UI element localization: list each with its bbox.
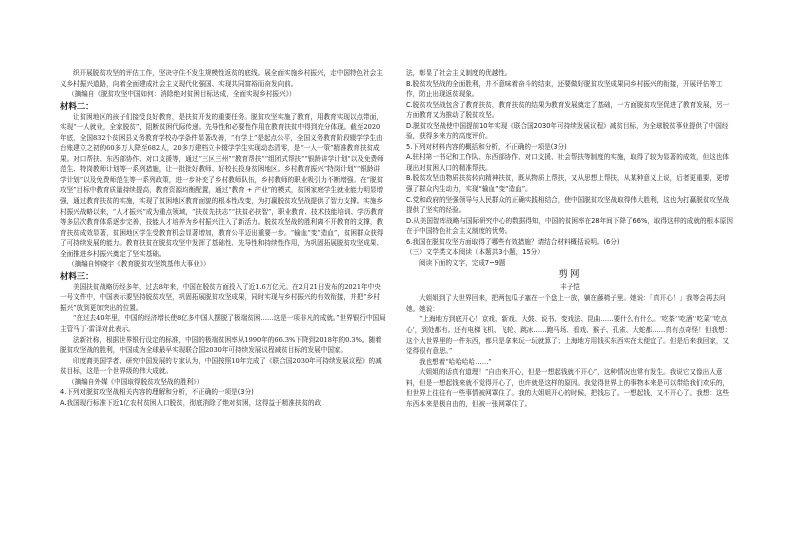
paragraph: “在过去40年里，中国的经济增长使8亿多中国人摆脱了极端贫困……这是一项非凡的成就。”世界银行中国局主管马丁·雷泽对此表示。 <box>60 314 386 334</box>
story-title: 剪网 <box>558 269 582 281</box>
story-paragraph: 我也想着“哈哈哈哈……” <box>419 357 492 366</box>
story-paragraph: 大姐姐的话真有道理！“自由来开心，但是一想起钱就不开心”，这种情况也常有发生。我说它又像出人意料，但是一想起钱来就不觉得开心了，也许就是这样的原因。我觉得世界上的事物本来是可以带给我们欢乐的，但世界上往往有一些事情被网罩住了。我的大姐姐开心的时候，把钱忘了。一想起钱，又不开心了。我想：这些东西本来是极自由的，但被一张网罩住了。 <box>406 368 730 408</box>
paragraph: 印度裔美国学者、研究中国发展的专家认为，中国按照10年完成了《联合国2030年可持续发展议程》的减贫目标，这是一个世界级的伟大成就。 <box>60 356 382 376</box>
story-author: 丰子恺 <box>560 283 580 292</box>
question-5-option-b: B.脱贫攻坚由物质扶贫转向精神扶贫，既从物质上帮扶，又从思想上帮扶，从某种意义上说，后者更重要，更增强了群众内生动力，实现“输血”变“造血”。 <box>406 174 730 194</box>
question-4-option-d: D.脱贫攻坚战使中国提前10年实现《联合国2030年可持续发展议程》减贫目标，为全球脱贫事业提供了中国经验，获得多来方的高度评价。 <box>406 121 729 141</box>
section-3-heading: （三）文学类文本阅读（本题共3小题，15分） <box>406 248 544 257</box>
paragraph: 法新社称，根据世界银行设定的标准，中国的极端贫困率从1990年的66.3%下降到2018年的0.3%。随着脱贫攻坚战的胜利，中国成为全球最早实现联合国2030年可持续发展议程减贫目标的发展中国家。 <box>60 335 382 355</box>
paragraph: 织开展脱贫攻坚的评估工作，坚决守住不发生规模性返贫的底线。展全面实施乡村振兴，走中国特色社会主义乡村振兴道路，向着全面建成社会主义现代化强国、实现共同富裕而奋发向前。 <box>60 69 383 88</box>
section-heading: 材料二： <box>60 100 94 111</box>
paragraph: 让贫困地区的孩子们接受良好教育，是扶贫开发的重要任务。脱贫攻坚实施了教育，用教育实现以点带面，实现“一人就业，全家脱贫”，阻断贫困代际传递。先导性和必要性作用在教育扶贫中得到充分体现。截至2020年底，全国832个贫困县义务教育学校办学条件显著改善，“有学上”是起点公平，全国义务教育阶段辍学学生由台账建立之初的60多万人降至682人，20多万建档立卡辍学学生实现动态清零，是“一人一策”精准教育扶贫成果。对口帮扶、东西部协作、对口支援等，通过“三区三州”“教育帮扶”“组团式帮扶”“银龄讲学计划”以及免费师范生、特岗教师计划等一系列措施，让一批批好教师、好校长投身贫困地区。乡村教育振兴“特岗计划”“银龄讲学计划”以及免费师范生等一系列政策，进一步补充了乡村教师队伍，乡村教师的职业吸引力不断增强。在“脱贫攻坚”目标中教育质量持续提高，教育资源均衡配置，通过“教育 + 产业”的模式，贫困家庭学生就业能力明显增强，通过教育扶贫的实施，实现了贫困地区教育面貌的根本性改变，为打赢脱贫攻坚战提供了智力支撑。实施乡村振兴战略以来，“人才振兴”成为重点领域，“扶贫先扶志”“扶贫必扶智”，职业教育、技术技能培训、学历教育等多层次教育体系逐步完善，技能人才培养为乡村振兴注入了新活力。脱贫攻坚战的胜利离不开教育的支撑，教育扶贫成效显著，贫困地区学生受教育机会显著增加，教育公平迈出重要一步。“输血”变“造血”，贫困群众获得了可持续发展的能力。教育扶贫在脱贫攻坚中发挥了基础性、先导性和持续性作用，为巩固拓展脱贫攻坚成果、全面推进乡村振兴奠定了坚实基础。 <box>60 112 384 258</box>
paragraph: 美国扶贫战略历经多年，过去8年来，中国在脱贫方面投入了近1.6万亿元。在2月21日发布的2021年中央一号文件中，中国表示要坚持脱贫攻坚，巩固拓展脱贫攻坚成果，同时实现与乡村振兴的有效衔接，并把“乡村振兴”放到更加突出的位置。 <box>60 282 381 312</box>
reading-instruction: 阅读下面的文字，完成7~9题 <box>419 258 506 267</box>
question-5-option-c: C.党和政府的坚强领导与人民群众的正确实践相结合，使中国脱贫攻坚战取得伟大胜利，这也为打赢脱贫攻坚战提供了坚实的经验。 <box>406 195 730 215</box>
left-column <box>60 68 386 408</box>
question-4-option-a: A.我国现行标准下近1亿农村贫困人口脱贫，彻底消除了绝对贫困，这得益于精准扶贫的政 <box>60 398 322 407</box>
question-5-option-d: D.从美国智库战略与国际研究中心的数据得知，中国的贫困率在28年间下降了66%，取得这样的成就的根本原因在于中国特色社会主义制度的优势。 <box>406 216 733 236</box>
story-paragraph: 大姐姐到了大世界回来，把两包瓜子塞在一个盘上一放，躺在藤椅子里。她说：「真开心！」我等会再去问她。她说： <box>406 294 726 313</box>
question-5: 5.下列对材料内容的概括和分析，不正确的一项是(3分) <box>406 142 567 151</box>
question-4-option-c: C.脱贫攻坚战包含了教育扶贫，教育扶贫的结果为教育发展奠定了基础，一方面脱贫攻坚促进了教育发展，另一方面教育又为推动了脱贫攻坚。 <box>406 100 730 120</box>
option-continuation: 法，彰显了社会主义制度的优越性。 <box>406 69 512 77</box>
question-5-option-a: A.驻村第一书记和工作队、东西部协作、对口支援、社会帮扶等制度的实施，取得了较为显著的成效，但这也体现出对贫困人口的精准帮扶。 <box>406 153 729 172</box>
source-note: （摘编自钟晓宇《教育脱贫攻坚筑基伟大事业》） <box>68 260 210 269</box>
question-4-option-b: B.脱贫攻坚战的全面胜利，并不意味着奋斗的结束，还要做好脱贫攻坚成果同乡村振兴的衔接，开展评估等工作，防止出现返贫现象。 <box>406 79 723 99</box>
source-note: （摘编自外媒《中国取得脱贫攻坚战的胜利》） <box>68 377 204 386</box>
question-6: 6.我国在脱贫攻坚方面取得了哪些有效措施？请结合材料概括说明。(6分) <box>406 237 620 246</box>
story-paragraph: “上海地方到底开心！京戏、新戏、大鼓、说书、变戏法、昆曲……要什么有什么。‘吃茶’‘吃酒’‘吃菜’‘吃点心’，到处都有。还有电梯飞机、飞轮、跳冰……跑马场、看戏、猴子、孔雀、大蛇都……真有点奇怪！但我想：这个大世界里的一件东西，都只是拿来玩一玩就算了；上海地方用钱买东西实在太便宜了。但是后来我回家，又觉得很有意思。” <box>406 315 732 356</box>
question-4: 4.下列对脱贫攻坚战相关内容的理解和分析，不正确的一项是(3分) <box>60 388 254 397</box>
right-column <box>406 68 734 409</box>
source-note: （摘编自《脱贫攻坚中国如何：消除绝对贫困目标达成，全面实现乡村振兴》） <box>68 90 296 99</box>
section-heading: 材料三： <box>60 270 94 281</box>
